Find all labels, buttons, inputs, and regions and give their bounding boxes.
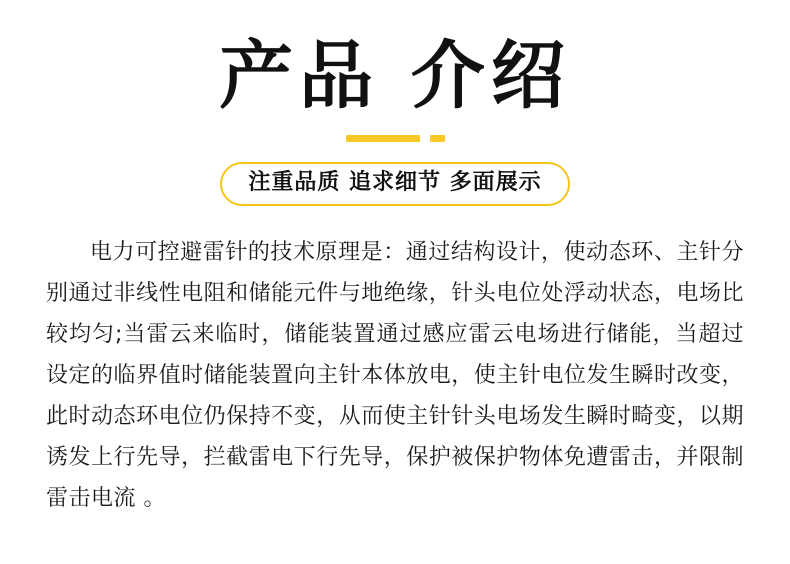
subtitle-block [0,162,790,206]
decorative-divider [0,134,790,144]
body-paragraph: 电力可控避雷针的技术原理是：通过结构设计，使动态环、主针分别通过非线性电阻和储能元件与地绝缘，针头电位处浮动状态，电场比较均匀;当雷云来临时，储能装置通过感应雷云电场进行储能，当超过设定的临界值时储能装置向主针本体放电，使主针电位发生瞬时改变，此时动态环电位仍保持不变，从而使主针针头电场发生瞬时畸变，以期诱发上行先导，拦截雷电下行先导，保护被保护物体免遭雷击，并限制雷击电流 。 [46,239,744,511]
title-block [0,0,790,119]
subtitle-badge: 注重品质 追求细节 多面展示 [220,162,569,206]
body-block [46,232,744,519]
divider-dash-long [346,135,420,142]
divider-dash-short [430,135,445,142]
page-title: 产品 介绍 [219,33,571,119]
